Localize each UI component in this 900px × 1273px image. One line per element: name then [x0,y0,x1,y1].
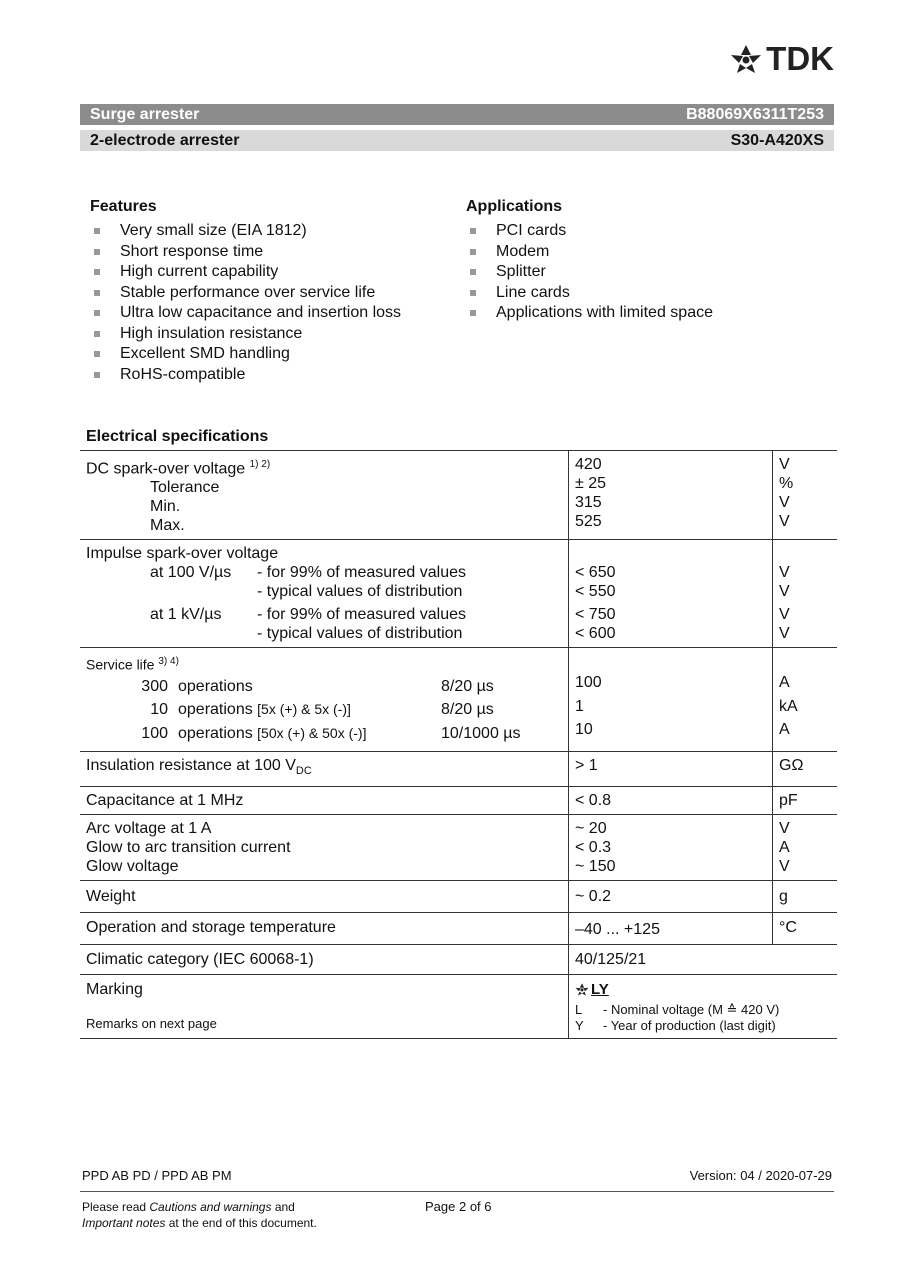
list-item: Ultra low capacitance and insertion loss [90,303,401,324]
bullet-icon [470,269,476,275]
list-item: Line cards [466,283,713,304]
features-title: Features [90,198,157,215]
list-item: Stable performance over service life [90,283,401,304]
header-bar-category [80,104,834,125]
table-row: Impulse spark-over voltage at 100 V/µs - for 99% of measured values - typical values of distribution at 1 kV/µs - for 99% of measured values - typical values of distribution < 650 < 550 < 750 < 600 V V V V [80,540,837,648]
table-row: Marking LY L - Nominal voltage (M ≙ 420 V) Y - Year of production (last digit) [80,974,837,1038]
table-row: Capacitance at 1 MHz < 0.8 pF [80,786,837,814]
table-row: Operation and storage temperature –40 ... +125 °C [80,912,837,944]
header-bar-type [80,130,834,151]
list-item: High insulation resistance [90,324,401,345]
footer-notes: Please read Cautions and warnings and Important notes at the end of this document. [82,1200,317,1230]
bullet-icon [470,310,476,316]
footer-department: PPD AB PD / PPD AB PM [82,1168,232,1183]
bullet-icon [470,228,476,234]
part-number: B88069X6311T253 [686,105,824,123]
applications-list [466,221,713,324]
bullet-icon [94,290,100,296]
bullet-icon [470,290,476,296]
list-item: Applications with limited space [466,303,713,324]
bullet-icon [94,310,100,316]
tdk-emblem-icon [575,983,589,996]
footer-divider [80,1191,834,1192]
bullet-icon [94,331,100,337]
table-row: DC spark-over voltage $^{1) 2)}$ Tolerance Min. Max. 420 ± 25 315 525 V % V V [80,451,837,540]
table-row: Climatic category (IEC 60068-1) 40/125/21 [80,944,837,974]
table-row: Arc voltage at 1 A Glow to arc transition current Glow voltage ~ 20 < 0.3 ~ 150 V A V [80,814,837,880]
list-item: High current capability [90,262,401,283]
list-item: Modem [466,242,713,263]
list-item: Short response time [90,242,401,263]
product-subtype: 2-electrode arrester [90,131,240,149]
bullet-icon [94,372,100,378]
model-number: S30-A420XS [730,131,824,149]
bullet-icon [470,249,476,255]
features-list [90,221,401,385]
tdk-emblem-icon [730,44,762,74]
bullet-icon [94,351,100,357]
table-row: Weight ~ 0.2 g [80,880,837,912]
footer-version: Version: 04 / 2020-07-29 [689,1168,832,1183]
list-item: Excellent SMD handling [90,344,401,365]
marking-symbol: LY [575,980,831,999]
list-item: Very small size (EIA 1812) [90,221,401,242]
tdk-logo [730,40,834,78]
page-number: Page 2 of 6 [425,1199,492,1214]
bullet-icon [94,249,100,255]
list-item: PCI cards [466,221,713,242]
list-item: RoHS-compatible [90,365,401,386]
logo-text: TDK [766,40,834,77]
bullet-icon [94,269,100,275]
list-item: Splitter [466,262,713,283]
remarks-note: Remarks on next page [86,1016,217,1031]
spec-table [80,450,837,1039]
applications-section [466,198,713,324]
table-row: Service life $^{3) 4)}$ 300 operations 8/20 µs 10 operations [5x (+) & 5x (-)] 8/20 µs 100 operations [50x (+) & 50x (-)] 10/1000 µs 100 1 10 A kA A [80,648,837,752]
table-row: Insulation resistance at 100 $V_{DC}$ > 1 GΩ [80,752,837,786]
applications-title: Applications [466,198,563,215]
bullet-icon [94,228,100,234]
features-section [90,198,401,385]
product-category: Surge arrester [90,105,200,123]
spec-title: Electrical specifications [86,428,269,445]
